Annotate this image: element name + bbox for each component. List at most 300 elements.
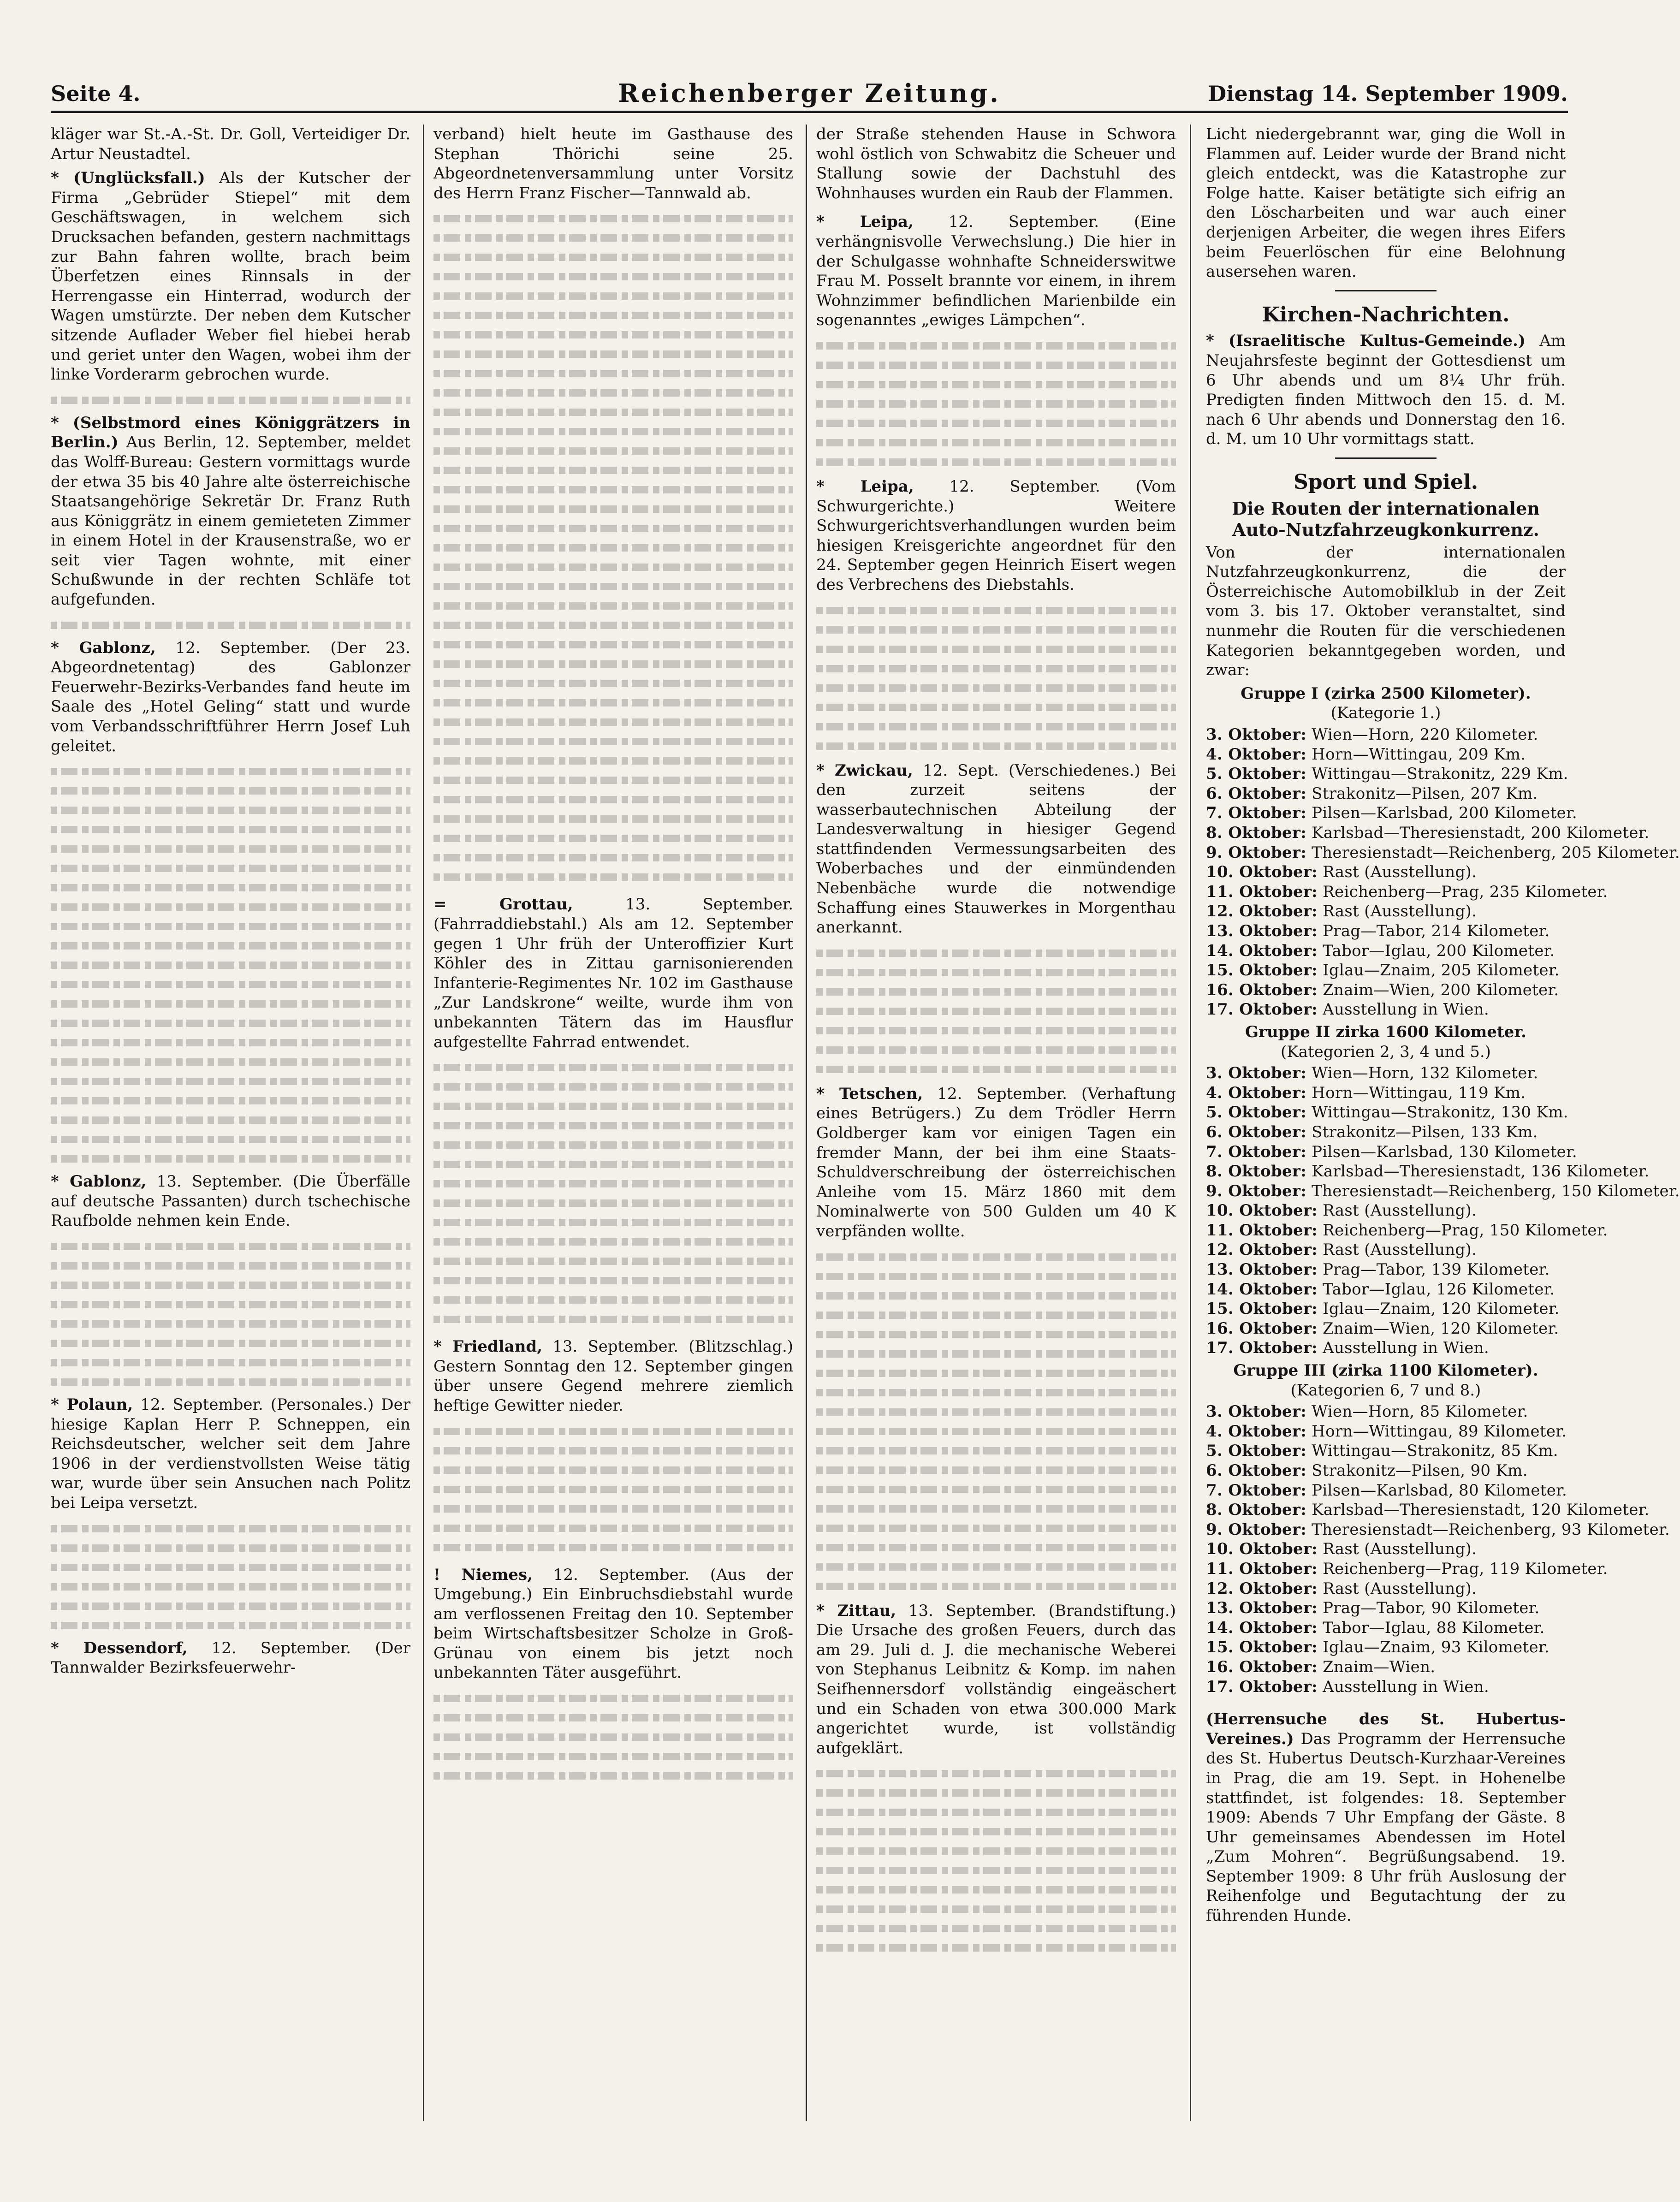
- route-row: [1206, 941, 1566, 961]
- illegible-text: [816, 1350, 1176, 1358]
- route-row: [1206, 1221, 1608, 1240]
- route-date: 13. Oktober:: [1206, 1599, 1318, 1618]
- illegible-text: [433, 1180, 793, 1187]
- group-heading: Gruppe III (zirka 1100 Kilometer).: [1233, 1361, 1538, 1380]
- route-row: [1206, 1142, 1578, 1162]
- illegible-text: [433, 854, 793, 861]
- route-row: [1206, 745, 1566, 765]
- route-text: Ausstellung in Wien.: [1323, 1677, 1489, 1696]
- section-title-sport: Sport und Spiel.: [1293, 470, 1478, 494]
- route-date: 15. Oktober:: [1206, 1300, 1318, 1318]
- illegible-text: [433, 835, 793, 842]
- route-date: 10. Oktober:: [1206, 1540, 1318, 1559]
- illegible-text: [816, 1486, 1176, 1493]
- route-text: Theresienstadt—Reichenberg, 205 Kilometer.: [1312, 843, 1680, 862]
- illegible-text: [433, 525, 793, 532]
- illegible-text: [433, 1258, 793, 1265]
- route-date: 9. Oktober:: [1206, 843, 1307, 862]
- illegible-text: [816, 1066, 1176, 1073]
- route-text: Rast (Ausstellung).: [1323, 1579, 1477, 1598]
- illegible-text: [816, 1046, 1176, 1054]
- article: * (Israelitische Kultus-Gemeinde.) Am Neujahrsfeste beginnt der Gottesdienst um 6 Uhr abends und um 8¼ Uhr früh. Predigten finden Mittwoch den 15. d. M. nach 6 Uhr abends und Donnerstag den 16. d. M. um 10 Uhr vormittags statt.: [1206, 332, 1566, 449]
- illegible-text: [433, 680, 793, 687]
- illegible-text: [433, 1083, 793, 1091]
- column-3: [816, 125, 1176, 2140]
- category-label: (Kategorien 2, 3, 4 und 5.): [1281, 1042, 1491, 1061]
- route-row: [1206, 803, 1578, 823]
- route-row: [1206, 1299, 1566, 1319]
- illegible-text: [433, 1714, 793, 1721]
- route-row: [1206, 1181, 1680, 1201]
- illegible-text: [51, 1282, 410, 1289]
- illegible-text: [433, 215, 793, 222]
- illegible-text: [51, 397, 410, 404]
- article: verband) hielt heute im Gasthause des Stephan Thörichi seine 25. Abgeordnetenversammlung unter Vorsitz des Herrn Franz Fischer—Tannwald ab.: [433, 125, 793, 202]
- route-text: Iglau—Znaim, 93 Kilometer.: [1323, 1638, 1549, 1657]
- illegible-text: [51, 1301, 410, 1308]
- route-text: Rast (Ausstellung).: [1323, 1240, 1477, 1259]
- article: Licht niedergebrannt war, ging die Woll in Flammen auf. Leider wurde der Brand nicht gleich entdeckt, was die Katastrophe zur Folge hatte. Kaiser betätigte sich eifrig an den Löscharbeiten und war auch einer derjenigen Arbeiter, die wegen ihres Eifers beim Feuerlöschen für eine Belohnung ausersehen waren.: [1206, 125, 1566, 281]
- illegible-text: [51, 622, 410, 629]
- route-date: 7. Oktober:: [1206, 1142, 1307, 1161]
- illegible-text: [816, 969, 1176, 976]
- illegible-text: [51, 787, 410, 795]
- illegible-text: [433, 1525, 793, 1532]
- route-date: 13. Oktober:: [1206, 921, 1318, 940]
- illegible-text: [433, 641, 793, 648]
- illegible-text: [433, 544, 793, 552]
- illegible-text: [51, 1058, 410, 1066]
- illegible-text: [816, 646, 1176, 653]
- illegible-text: [816, 1505, 1176, 1513]
- article: kläger war St.-A.-St. Dr. Goll, Verteidiger Dr. Artur Neustadtel.: [51, 125, 410, 163]
- route-row: [1206, 725, 1566, 745]
- route-date: 8. Oktober:: [1206, 824, 1307, 842]
- illegible-text: [816, 607, 1176, 614]
- route-date: 3. Oktober:: [1206, 1064, 1307, 1083]
- illegible-text: [51, 1039, 410, 1046]
- route-date: 12. Oktober:: [1206, 902, 1318, 921]
- illegible-text: [51, 1378, 410, 1386]
- illegible-text: [816, 1944, 1176, 1952]
- route-row: [1206, 921, 1566, 941]
- illegible-text: [816, 1905, 1176, 1913]
- route-text: Horn—Wittingau, 209 Km.: [1312, 745, 1526, 764]
- column-4: [1206, 125, 1680, 2140]
- route-text: Iglau—Znaim, 205 Kilometer.: [1323, 961, 1560, 980]
- section-title-kirchen: Kirchen-Nachrichten.: [1262, 303, 1510, 326]
- route-row: [1206, 1579, 1566, 1599]
- illegible-text: [51, 1564, 410, 1571]
- route-row: [1206, 1539, 1566, 1559]
- category-label: (Kategorien 6, 7 und 8.): [1290, 1381, 1481, 1400]
- article: * (Selbstmord eines Königgrätzers in Berlin.) Aus Berlin, 12. September, meldet das Wolff-Bureau: Gestern vormittags wurde der etwa 35 bis 40 Jahre alte österreichische Staatsangehörige Sekretär Dr. Franz Ruth aus Königgrätz in einem gemieteten Zimmer in einem Hotel in der Krausenstraße, wo er seit vier Tagen wohnte, mit einer Schußwunde in der rechten Schläfe tot aufgefunden.: [51, 413, 410, 609]
- section-subtitle: Auto-Nutzfahrzeugkonkurrenz.: [1232, 519, 1539, 540]
- illegible-text: [433, 350, 793, 358]
- illegible-text: [816, 704, 1176, 711]
- route-date: 6. Oktober:: [1206, 784, 1307, 803]
- route-text: Wittingau—Strakonitz, 130 Km.: [1312, 1103, 1568, 1122]
- page-header: [51, 78, 1568, 113]
- illegible-text: [816, 439, 1176, 446]
- route-text: Tabor—Iglau, 88 Kilometer.: [1323, 1618, 1545, 1637]
- route-row: [1206, 1657, 1566, 1677]
- illegible-text: [433, 602, 793, 610]
- route-text: Pilsen—Karlsbad, 130 Kilometer.: [1312, 1142, 1578, 1161]
- route-text: Rast (Ausstellung).: [1323, 1201, 1477, 1220]
- illegible-text: [816, 1563, 1176, 1571]
- illegible-text: [816, 1331, 1176, 1338]
- route-row: [1206, 1441, 1566, 1461]
- illegible-text: [816, 1447, 1176, 1454]
- route-date: 4. Oktober:: [1206, 1083, 1307, 1102]
- route-date: 5. Oktober:: [1206, 765, 1307, 783]
- route-date: 3. Oktober:: [1206, 1402, 1307, 1421]
- article: (Herrensuche des St. Hubertus-Vereines.) Das Programm der Herrensuche des St. Hubertus Deutsch-Kurzhaar-Vereines in Prag, die am 19. Sept. in Hohenelbe stattfindet, ist folgendes: 18. September 1909: Abends 7 Uhr Empfang der Gäste. 8 Uhr gemeinsames Abendessen im Hotel „Zum Mohren“. Begrüßungsabend. 19. September 1909: 8 Uhr früh Auslosung der Reihenfolge und Begutachtung der zu führenden Hunde.: [1206, 1710, 1566, 1925]
- illegible-text: [433, 312, 793, 319]
- route-text: Prag—Tabor, 90 Kilometer.: [1323, 1599, 1540, 1618]
- illegible-text: [433, 777, 793, 784]
- route-row: [1206, 1338, 1566, 1358]
- route-row: [1206, 882, 1608, 902]
- illegible-text: [51, 1583, 410, 1591]
- route-date: 9. Oktober:: [1206, 1520, 1307, 1539]
- illegible-text: [816, 950, 1176, 957]
- route-text: Strakonitz—Pilsen, 207 Km.: [1312, 784, 1538, 803]
- illegible-text: [816, 381, 1176, 388]
- route-row: [1206, 823, 1650, 843]
- illegible-text: [51, 1525, 410, 1532]
- route-row: [1206, 764, 1566, 784]
- illegible-text: [433, 1733, 793, 1741]
- route-date: 14. Oktober:: [1206, 1280, 1318, 1299]
- illegible-text: [816, 1428, 1176, 1435]
- illegible-text: [51, 807, 410, 814]
- route-text: Pilsen—Karlsbad, 80 Kilometer.: [1312, 1481, 1567, 1500]
- illegible-text: [816, 1544, 1176, 1551]
- illegible-text: [51, 1078, 410, 1085]
- illegible-text: [433, 1544, 793, 1551]
- article: * Gablonz, 13. September. (Die Überfälle auf deutsche Passanten) durch tschechische Raufbolde nehmen kein Ende.: [51, 1172, 411, 1230]
- route-date: 16. Oktober:: [1206, 1657, 1318, 1676]
- illegible-text: [433, 1695, 793, 1702]
- route-text: Wien—Horn, 85 Kilometer.: [1312, 1402, 1528, 1421]
- article: * (Unglücksfall.) Als der Kutscher der Firma „Gebrüder Stiepel“ mit dem Geschäftswagen, in welchem sich Drucksachen befanden, gestern nachmittags zur Bahn fahren wollte, brach beim Überfetzen eines Rinnsals in der Herrengasse ein Hinterrad, wodurch der Wagen umstürzte. Der neben dem Kutscher sitzende Auflader Weber fiel hiebei herab und geriet unter den Wagen, wobei ihm der linke Vorderarm gebrochen wurde.: [51, 169, 410, 384]
- article: * Leipa, 12. September. (Vom Schwurgerichte.) Weitere Schwurgerichtsverhandlungen wurden beim hiesigen Kreisgerichte angeordnet für den 24. September gegen Heinrich Eisert wegen des Verbrechens des Diebstahls.: [816, 477, 1176, 594]
- article: = Grottau, 13. September. (Fahrraddiebstahl.) Als am 12. September gegen 1 Uhr früh der Unteroffizier Kurt Köhler des in Zittau garnisonierenden Infanterie-Regimentes Nr. 102 im Gasthause „Zur Landskrone“ weilte, wurde ihm von unbekannten Tätern das im Hausflur aufgestellte Fahrrad entwendet.: [433, 895, 794, 1051]
- illegible-text: [816, 1027, 1176, 1034]
- column-rule: [423, 125, 424, 2121]
- illegible-text: [433, 1505, 793, 1513]
- route-date: 8. Oktober:: [1206, 1162, 1307, 1181]
- illegible-text: [51, 1340, 410, 1347]
- illegible-text: [51, 923, 410, 930]
- route-row: [1206, 1122, 1566, 1142]
- route-row: [1206, 1598, 1566, 1618]
- illegible-text: [51, 1320, 410, 1328]
- route-list: [1206, 725, 1680, 1020]
- route-date: 16. Oktober:: [1206, 1319, 1318, 1338]
- route-text: Wittingau—Strakonitz, 229 Km.: [1312, 765, 1568, 783]
- route-date: 6. Oktober:: [1206, 1122, 1307, 1141]
- illegible-text: [433, 564, 793, 571]
- illegible-text: [433, 1238, 793, 1246]
- illegible-text: [433, 254, 793, 261]
- route-text: Znaim—Wien, 200 Kilometer.: [1323, 980, 1559, 999]
- illegible-text: [816, 988, 1176, 996]
- illegible-text: [51, 865, 410, 872]
- illegible-text: [816, 1886, 1176, 1893]
- illegible-text: [51, 1622, 410, 1629]
- illegible-text: [816, 1408, 1176, 1416]
- route-date: 11. Oktober:: [1206, 1221, 1318, 1240]
- route-text: Strakonitz—Pilsen, 133 Km.: [1312, 1122, 1538, 1141]
- illegible-text: [816, 1370, 1176, 1377]
- route-date: 5. Oktober:: [1206, 1103, 1307, 1122]
- illegible-text: [816, 362, 1176, 369]
- illegible-text: [816, 1292, 1176, 1300]
- route-date: 5. Oktober:: [1206, 1442, 1307, 1460]
- illegible-text: [433, 370, 793, 377]
- masthead: Reichenberger Zeitung.: [618, 78, 1001, 108]
- route-date: 11. Oktober:: [1206, 882, 1318, 901]
- route-row: [1206, 862, 1566, 882]
- route-row: [1206, 1638, 1566, 1657]
- illegible-text: [51, 962, 410, 969]
- route-text: Iglau—Znaim, 120 Kilometer.: [1323, 1300, 1560, 1318]
- route-date: 12. Oktober:: [1206, 1240, 1318, 1259]
- route-row: [1206, 980, 1566, 1000]
- illegible-text: [51, 1243, 410, 1250]
- article: * Leipa, 12. September. (Eine verhängnisvolle Verwechslung.) Die hier in der Schulgasse wohnhafte Schneiderswitwe Frau M. Posselt brannte vor einem, in ihrem Wohnzimmer befindlichen Marienbilde ein sogenanntes „ewiges Lämpchen“.: [816, 213, 1176, 330]
- route-date: 16. Oktober:: [1206, 980, 1318, 999]
- article: ! Niemes, 12. September. (Aus der Umgebung.) Ein Einbruchsdiebstahl wurde am verflossenen Freitag den 10. September beim Wirtschaftsbesitzer Scholze in Groß-Grünau von einem bis jetzt noch unbekannten Täter ausgeführt.: [433, 1565, 793, 1682]
- illegible-text: [433, 622, 793, 629]
- illegible-text: [433, 505, 793, 513]
- article: der Straße stehenden Hause in Schwora wohl östlich von Schwabitz die Scheuer und Stallung sowie der Dachstuhl des Wohnhauses wurden ein Raub der Flammen.: [816, 125, 1176, 202]
- illegible-text: [51, 845, 410, 853]
- route-date: 8. Oktober:: [1206, 1501, 1307, 1519]
- column-rule: [806, 125, 807, 2121]
- route-text: Znaim—Wien.: [1323, 1657, 1436, 1676]
- illegible-text: [433, 467, 793, 474]
- illegible-text: [51, 1155, 410, 1163]
- route-text: Znaim—Wien, 120 Kilometer.: [1323, 1319, 1559, 1338]
- illegible-text: [51, 942, 410, 950]
- illegible-text: [433, 1466, 793, 1474]
- illegible-text: [51, 981, 410, 988]
- illegible-text: [816, 342, 1176, 350]
- route-text: Horn—Wittingau, 89 Kilometer.: [1312, 1422, 1567, 1441]
- illegible-text: [433, 815, 793, 823]
- article: * Dessendorf, 12. September. (Der Tannwalder Bezirksfeuerwehr-: [51, 1638, 411, 1677]
- route-row: [1206, 1677, 1566, 1697]
- route-text: Reichenberg—Prag, 119 Kilometer.: [1323, 1559, 1608, 1578]
- illegible-text: [51, 1136, 410, 1143]
- illegible-text: [433, 660, 793, 668]
- group-heading: Gruppe II zirka 1600 Kilometer.: [1245, 1022, 1526, 1041]
- illegible-text: [433, 234, 793, 242]
- newspaper-page: [51, 78, 1680, 2144]
- route-text: Strakonitz—Pilsen, 90 Km.: [1312, 1461, 1528, 1480]
- route-row: [1206, 843, 1680, 863]
- illegible-text: [816, 1925, 1176, 1932]
- route-date: 15. Oktober:: [1206, 1638, 1318, 1657]
- route-row: [1206, 1083, 1566, 1103]
- route-text: Tabor—Iglau, 200 Kilometer.: [1323, 941, 1555, 960]
- article: * Gablonz, 12. September. (Der 23. Abgeordnetentag) des Gablonzer Feuerwehr-Bezirks-Verbandes fand heute im Saale des „Hotel Geling“ statt und wurde vom Verbandsschriftführer Herrn Josef Luh geleitet.: [51, 638, 410, 755]
- illegible-text: [433, 1199, 793, 1207]
- article: * Zittau, 13. September. (Brandstiftung.) Die Ursache des großen Feuers, durch das am 29. Juli d. J. die mechanische Weberei von Stephanus Leibnitz & Komp. im nahen Seifhennersdorf vollständig eingeäschert und ein Schaden von etwa 300.000 Mark angerichtet wurde, ist vollständig aufgeklärt.: [816, 1601, 1176, 1757]
- route-list: [1206, 1402, 1670, 1697]
- illegible-text: [51, 1359, 410, 1366]
- illegible-text: [433, 738, 793, 745]
- route-row: [1206, 1000, 1566, 1020]
- illegible-text: [433, 273, 793, 280]
- route-row: [1206, 1559, 1608, 1579]
- route-date: 17. Oktober:: [1206, 1339, 1318, 1358]
- route-date: 14. Oktober:: [1206, 941, 1318, 960]
- page-number: Seite 4.: [51, 81, 141, 106]
- route-date: 7. Oktober:: [1206, 804, 1307, 823]
- route-date: 13. Oktober:: [1206, 1260, 1318, 1279]
- illegible-text: [51, 826, 410, 833]
- illegible-text: [433, 1277, 793, 1284]
- column-1: [51, 125, 410, 2140]
- section-rule: [1335, 457, 1437, 459]
- issue-date: Dienstag 14. September 1909.: [1208, 81, 1568, 106]
- illegible-text: [433, 1141, 793, 1149]
- article: * Friedland, 13. September. (Blitzschlag.) Gestern Sonntag den 12. September gingen über unsere Gegend mehrere ziemlich heftige Gewitter nieder.: [433, 1337, 794, 1415]
- illegible-text: [433, 1428, 793, 1435]
- route-date: 7. Oktober:: [1206, 1481, 1307, 1500]
- article-intro: Von der internationalen Nutzfahrzeugkonkurrenz, die der Österreichische Automobilklub in der Zeit vom 3. bis 17. Oktober veranstaltet, sind nunmehr die Routen für die verschiedenen Kategorien bekanntgegeben worden, und zwar:: [1206, 543, 1566, 680]
- illegible-text: [433, 873, 793, 881]
- illegible-text: [433, 718, 793, 726]
- illegible-text: [433, 1122, 793, 1129]
- route-text: Reichenberg—Prag, 235 Kilometer.: [1323, 882, 1608, 901]
- illegible-text: [816, 1809, 1176, 1816]
- route-row: [1206, 1162, 1650, 1181]
- route-date: 4. Oktober:: [1206, 745, 1307, 764]
- route-date: 17. Oktober:: [1206, 1677, 1318, 1696]
- route-row: [1206, 902, 1566, 921]
- route-text: Prag—Tabor, 139 Kilometer.: [1323, 1260, 1550, 1279]
- illegible-text: [816, 1312, 1176, 1319]
- illegible-text: [433, 699, 793, 706]
- illegible-text: [51, 1000, 410, 1008]
- route-text: Karlsbad—Theresienstadt, 120 Kilometer.: [1312, 1501, 1650, 1519]
- illegible-text: [433, 409, 793, 416]
- section-rule: [1335, 290, 1437, 291]
- illegible-text: [51, 1116, 410, 1124]
- illegible-text: [816, 1525, 1176, 1532]
- illegible-text: [433, 583, 793, 590]
- group-heading: Gruppe I (zirka 2500 Kilometer).: [1241, 684, 1531, 703]
- route-date: 10. Oktober:: [1206, 1201, 1318, 1220]
- route-text: Wien—Horn, 220 Kilometer.: [1312, 725, 1538, 744]
- illegible-text: [433, 331, 793, 338]
- illegible-text: [433, 486, 793, 493]
- illegible-text: [433, 292, 793, 300]
- route-date: 17. Oktober:: [1206, 1000, 1318, 1019]
- column-rule: [1190, 125, 1191, 2121]
- route-text: Prag—Tabor, 214 Kilometer.: [1323, 921, 1550, 940]
- route-text: Rast (Ausstellung).: [1323, 902, 1477, 921]
- illegible-text: [433, 1447, 793, 1454]
- route-row: [1206, 1103, 1566, 1122]
- illegible-text: [816, 458, 1176, 466]
- route-text: Wittingau—Strakonitz, 85 Km.: [1312, 1442, 1558, 1460]
- route-row: [1206, 1280, 1566, 1300]
- route-text: Theresienstadt—Reichenberg, 150 Kilometer.: [1312, 1181, 1680, 1200]
- route-row: [1206, 1461, 1566, 1481]
- illegible-text: [51, 884, 410, 891]
- illegible-text: [433, 757, 793, 765]
- route-row: [1206, 1240, 1566, 1260]
- illegible-text: [51, 1603, 410, 1610]
- illegible-text: [816, 665, 1176, 672]
- illegible-text: [433, 796, 793, 803]
- route-date: 6. Oktober:: [1206, 1461, 1307, 1480]
- route-row: [1206, 1481, 1566, 1501]
- illegible-text: [816, 400, 1176, 408]
- illegible-text: [816, 1389, 1176, 1396]
- route-list: [1206, 1063, 1680, 1358]
- route-row: [1206, 1201, 1566, 1221]
- route-text: Theresienstadt—Reichenberg, 93 Kilometer.: [1312, 1520, 1670, 1539]
- route-date: 9. Oktober:: [1206, 1181, 1307, 1200]
- route-text: Tabor—Iglau, 126 Kilometer.: [1323, 1280, 1555, 1299]
- illegible-text: [51, 1262, 410, 1270]
- illegible-text: [433, 1064, 793, 1071]
- route-row: [1206, 1319, 1566, 1339]
- route-row: [1206, 1520, 1670, 1540]
- route-row: [1206, 1063, 1566, 1083]
- illegible-text: [433, 447, 793, 455]
- illegible-text: [433, 1753, 793, 1760]
- route-text: Karlsbad—Theresienstadt, 136 Kilometer.: [1312, 1162, 1650, 1181]
- route-text: Wien—Horn, 132 Kilometer.: [1312, 1064, 1538, 1083]
- route-text: Horn—Wittingau, 119 Km.: [1312, 1083, 1526, 1102]
- route-text: Pilsen—Karlsbad, 200 Kilometer.: [1312, 804, 1578, 823]
- illegible-text: [433, 1219, 793, 1226]
- route-text: Karlsbad—Theresienstadt, 200 Kilometer.: [1312, 824, 1650, 842]
- illegible-text: [51, 903, 410, 911]
- illegible-text: [51, 1097, 410, 1104]
- route-row: [1206, 961, 1566, 980]
- illegible-text: [816, 1770, 1176, 1777]
- article: * Polaun, 12. September. (Personales.) Der hiesige Kaplan Herr P. Schneppen, ein Reichsdeutscher, welcher seit dem Jahre 1906 in der verdienstvollsten Weise tätig war, wurde über sein Ansuchen nach Politz bei Leipa versetzt.: [51, 1395, 410, 1512]
- route-row: [1206, 1260, 1566, 1280]
- route-date: 12. Oktober:: [1206, 1579, 1318, 1598]
- illegible-text: [51, 1544, 410, 1552]
- article: * Tetschen, 12. September. (Verhaftung eines Betrügers.) Zu dem Trödler Herrn Goldberger kam vor einigen Tagen ein fremder Mann, der bei ihm eine Staats-Schuldverschreibung der österreichischen Anleihe vom 15. März 1860 mit dem Nominalwerte von 500 Gulden um 40 K verpfänden wollte.: [816, 1084, 1176, 1240]
- illegible-text: [816, 1273, 1176, 1280]
- route-text: Ausstellung in Wien.: [1323, 1000, 1489, 1019]
- illegible-text: [816, 1008, 1176, 1015]
- illegible-text: [816, 1828, 1176, 1835]
- illegible-text: [816, 1466, 1176, 1474]
- illegible-text: [816, 1253, 1176, 1261]
- illegible-text: [51, 768, 410, 775]
- illegible-text: [816, 1867, 1176, 1874]
- route-date: 11. Oktober:: [1206, 1559, 1318, 1578]
- illegible-text: [433, 1161, 793, 1168]
- route-row: [1206, 1402, 1566, 1422]
- illegible-text: [816, 1583, 1176, 1590]
- section-subtitle: Die Routen der internationalen: [1232, 498, 1540, 519]
